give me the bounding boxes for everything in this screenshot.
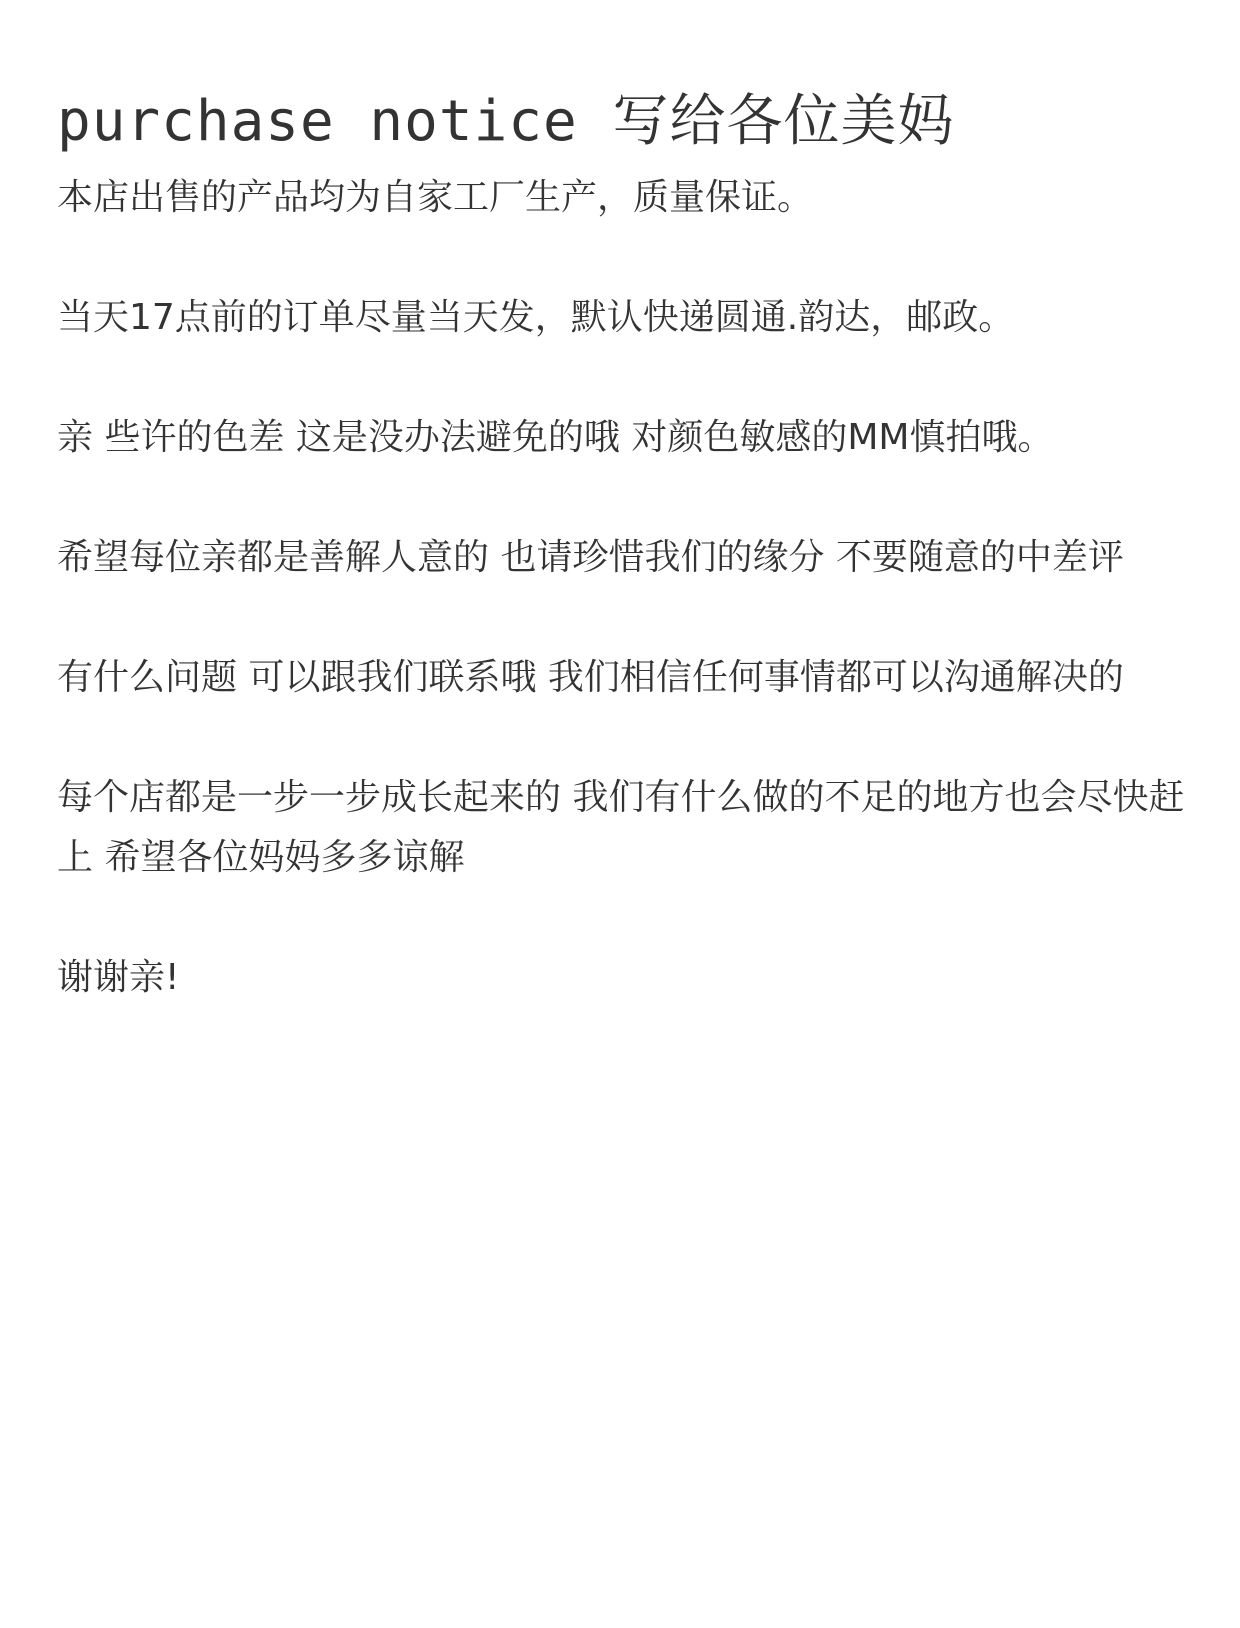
notice-title: purchase notice 写给各位美妈 xyxy=(57,89,955,154)
purchase-notice xyxy=(57,80,1207,1068)
notice-paragraph-thanks: 谢谢亲! xyxy=(57,957,180,998)
notice-paragraph-shipping: 当天17点前的订单尽量当天发，默认快递圆通.韵达，邮政。 xyxy=(57,297,1015,338)
notice-paragraph-quality: 本店出售的产品均为自家工厂生产，质量保证。 xyxy=(57,177,814,218)
notice-paragraph-reviews: 希望每位亲都是善解人意的 也请珍惜我们的缘分 不要随意的中差评 xyxy=(57,537,1124,578)
notice-body xyxy=(57,168,1207,1008)
notice-paragraph-growth: 每个店都是一步一步成长起来的 我们有什么做的不足的地方也会尽快赶上 希望各位妈妈多多谅解 xyxy=(57,777,1185,878)
notice-paragraph-contact: 有什么问题 可以跟我们联系哦 我们相信任何事情都可以沟通解决的 xyxy=(57,657,1124,698)
notice-paragraph-color-difference: 亲 些许的色差 这是没办法避免的哦 对颜色敏感的MM慎拍哦。 xyxy=(57,417,1054,458)
